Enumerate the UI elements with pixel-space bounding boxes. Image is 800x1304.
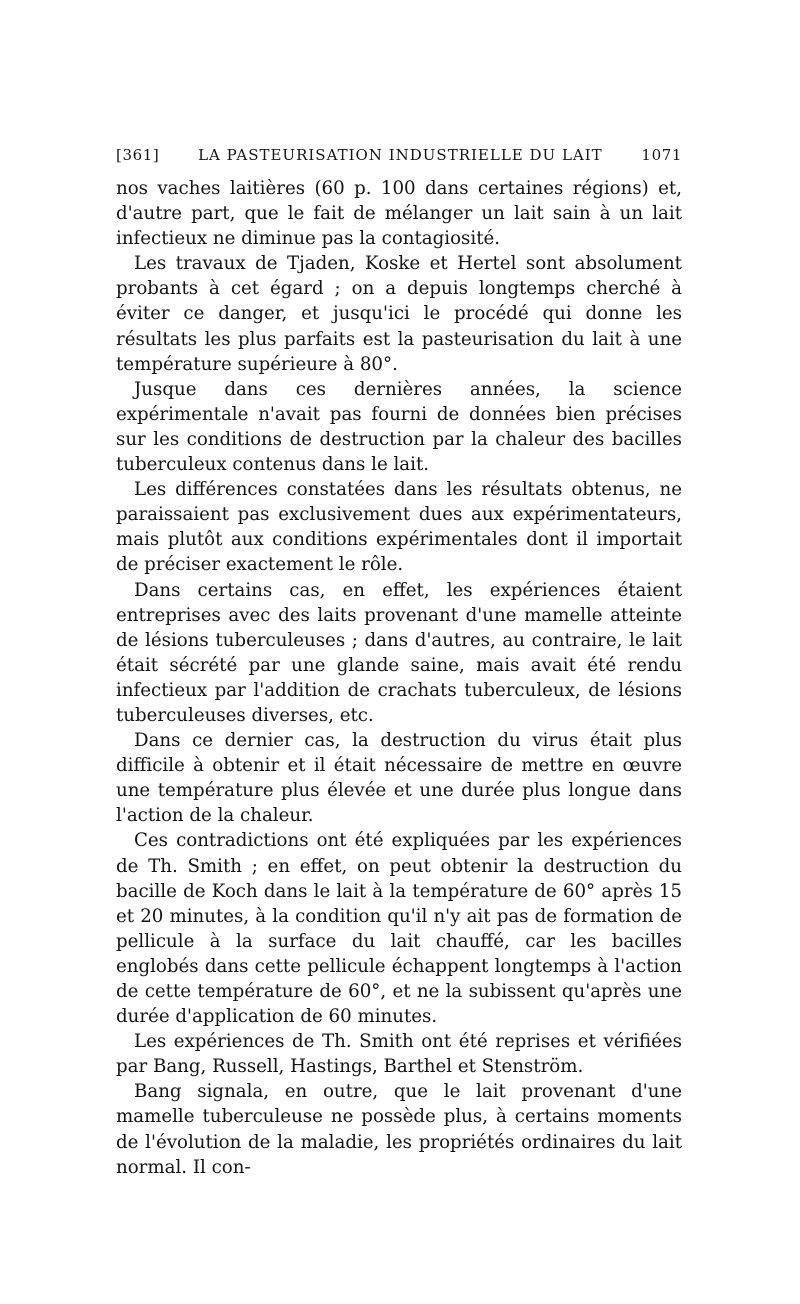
paragraph: Bang signala, en outre, que le lait provenant d'une mamelle tuberculeuse ne possède plus, à certains moments de l'évolution de la maladie, les propriétés ordinaires du lait normal. Il con- (116, 1081, 682, 1178)
running-header (116, 146, 682, 164)
running-title: LA PASTEURISATION INDUSTRIELLE DU LAIT (198, 146, 603, 164)
paragraph: Les expériences de Th. Smith ont été reprises et vérifiées par Bang, Russell, Hastings, Barthel et Stenström. (116, 1031, 682, 1078)
section-number: [361] (116, 146, 160, 164)
paragraph: Jusque dans ces dernières années, la science expérimentale n'avait pas fourni de données bien précises sur les conditions de destruction par la chaleur des bacilles tuberculeux contenus dans le lait. (116, 378, 682, 476)
paragraph: Les différences constatées dans les résultats obtenus, ne paraissaient pas exclusivement dues aux expérimentateurs, mais plutôt aux conditions expérimentales dont il importait de préciser exactement le rôle. (116, 479, 682, 576)
paragraph: Les travaux de Tjaden, Koske et Hertel sont absolument probants à cet égard ; on a depuis longtemps cherché à éviter ce danger, et jusqu'ici le procédé qui donne les résultats les plus parfaits est la pasteurisation du lait à une température supérieure à 80°. (116, 253, 682, 375)
page-number: 1071 (641, 146, 682, 164)
paragraph: Dans ce dernier cas, la destruction du virus était plus difficile à obtenir et il était nécessaire de mettre en œuvre une température plus élevée et une durée plus longue dans l'action de la chaleur. (116, 730, 682, 827)
book-page (116, 146, 682, 1180)
paragraph: Dans certains cas, en effet, les expériences étaient entreprises avec des laits provenant d'une mamelle atteinte de lésions tuberculeuses ; dans d'autres, au contraire, le lait était sécrété par une glande saine, mais avait été rendu infectieux par l'addition de crachats tuberculeux, de lésions tuberculeuses diverses, etc. (116, 579, 682, 726)
paragraph: Ces contradictions ont été expliquées par les expériences de Th. Smith ; en effet, on peut obtenir la destruction du bacille de Koch dans le lait à la température de 60° après 15 et 20 minutes, à la condition qu'il n'y ait pas de formation de pellicule à la surface du lait chauffé, car les bacilles englobés dans cette pellicule échappent longtemps à l'action de cette température de 60°, et ne la subissent qu'après une durée d'application de 60 minutes. (116, 830, 682, 1028)
paragraph: nos vaches laitières (60 p. 100 dans certaines régions) et, d'autre part, que le fait de mélanger un lait sain à un lait infectieux ne diminue pas la contagiosité. (116, 178, 682, 250)
body-text (116, 176, 682, 1180)
